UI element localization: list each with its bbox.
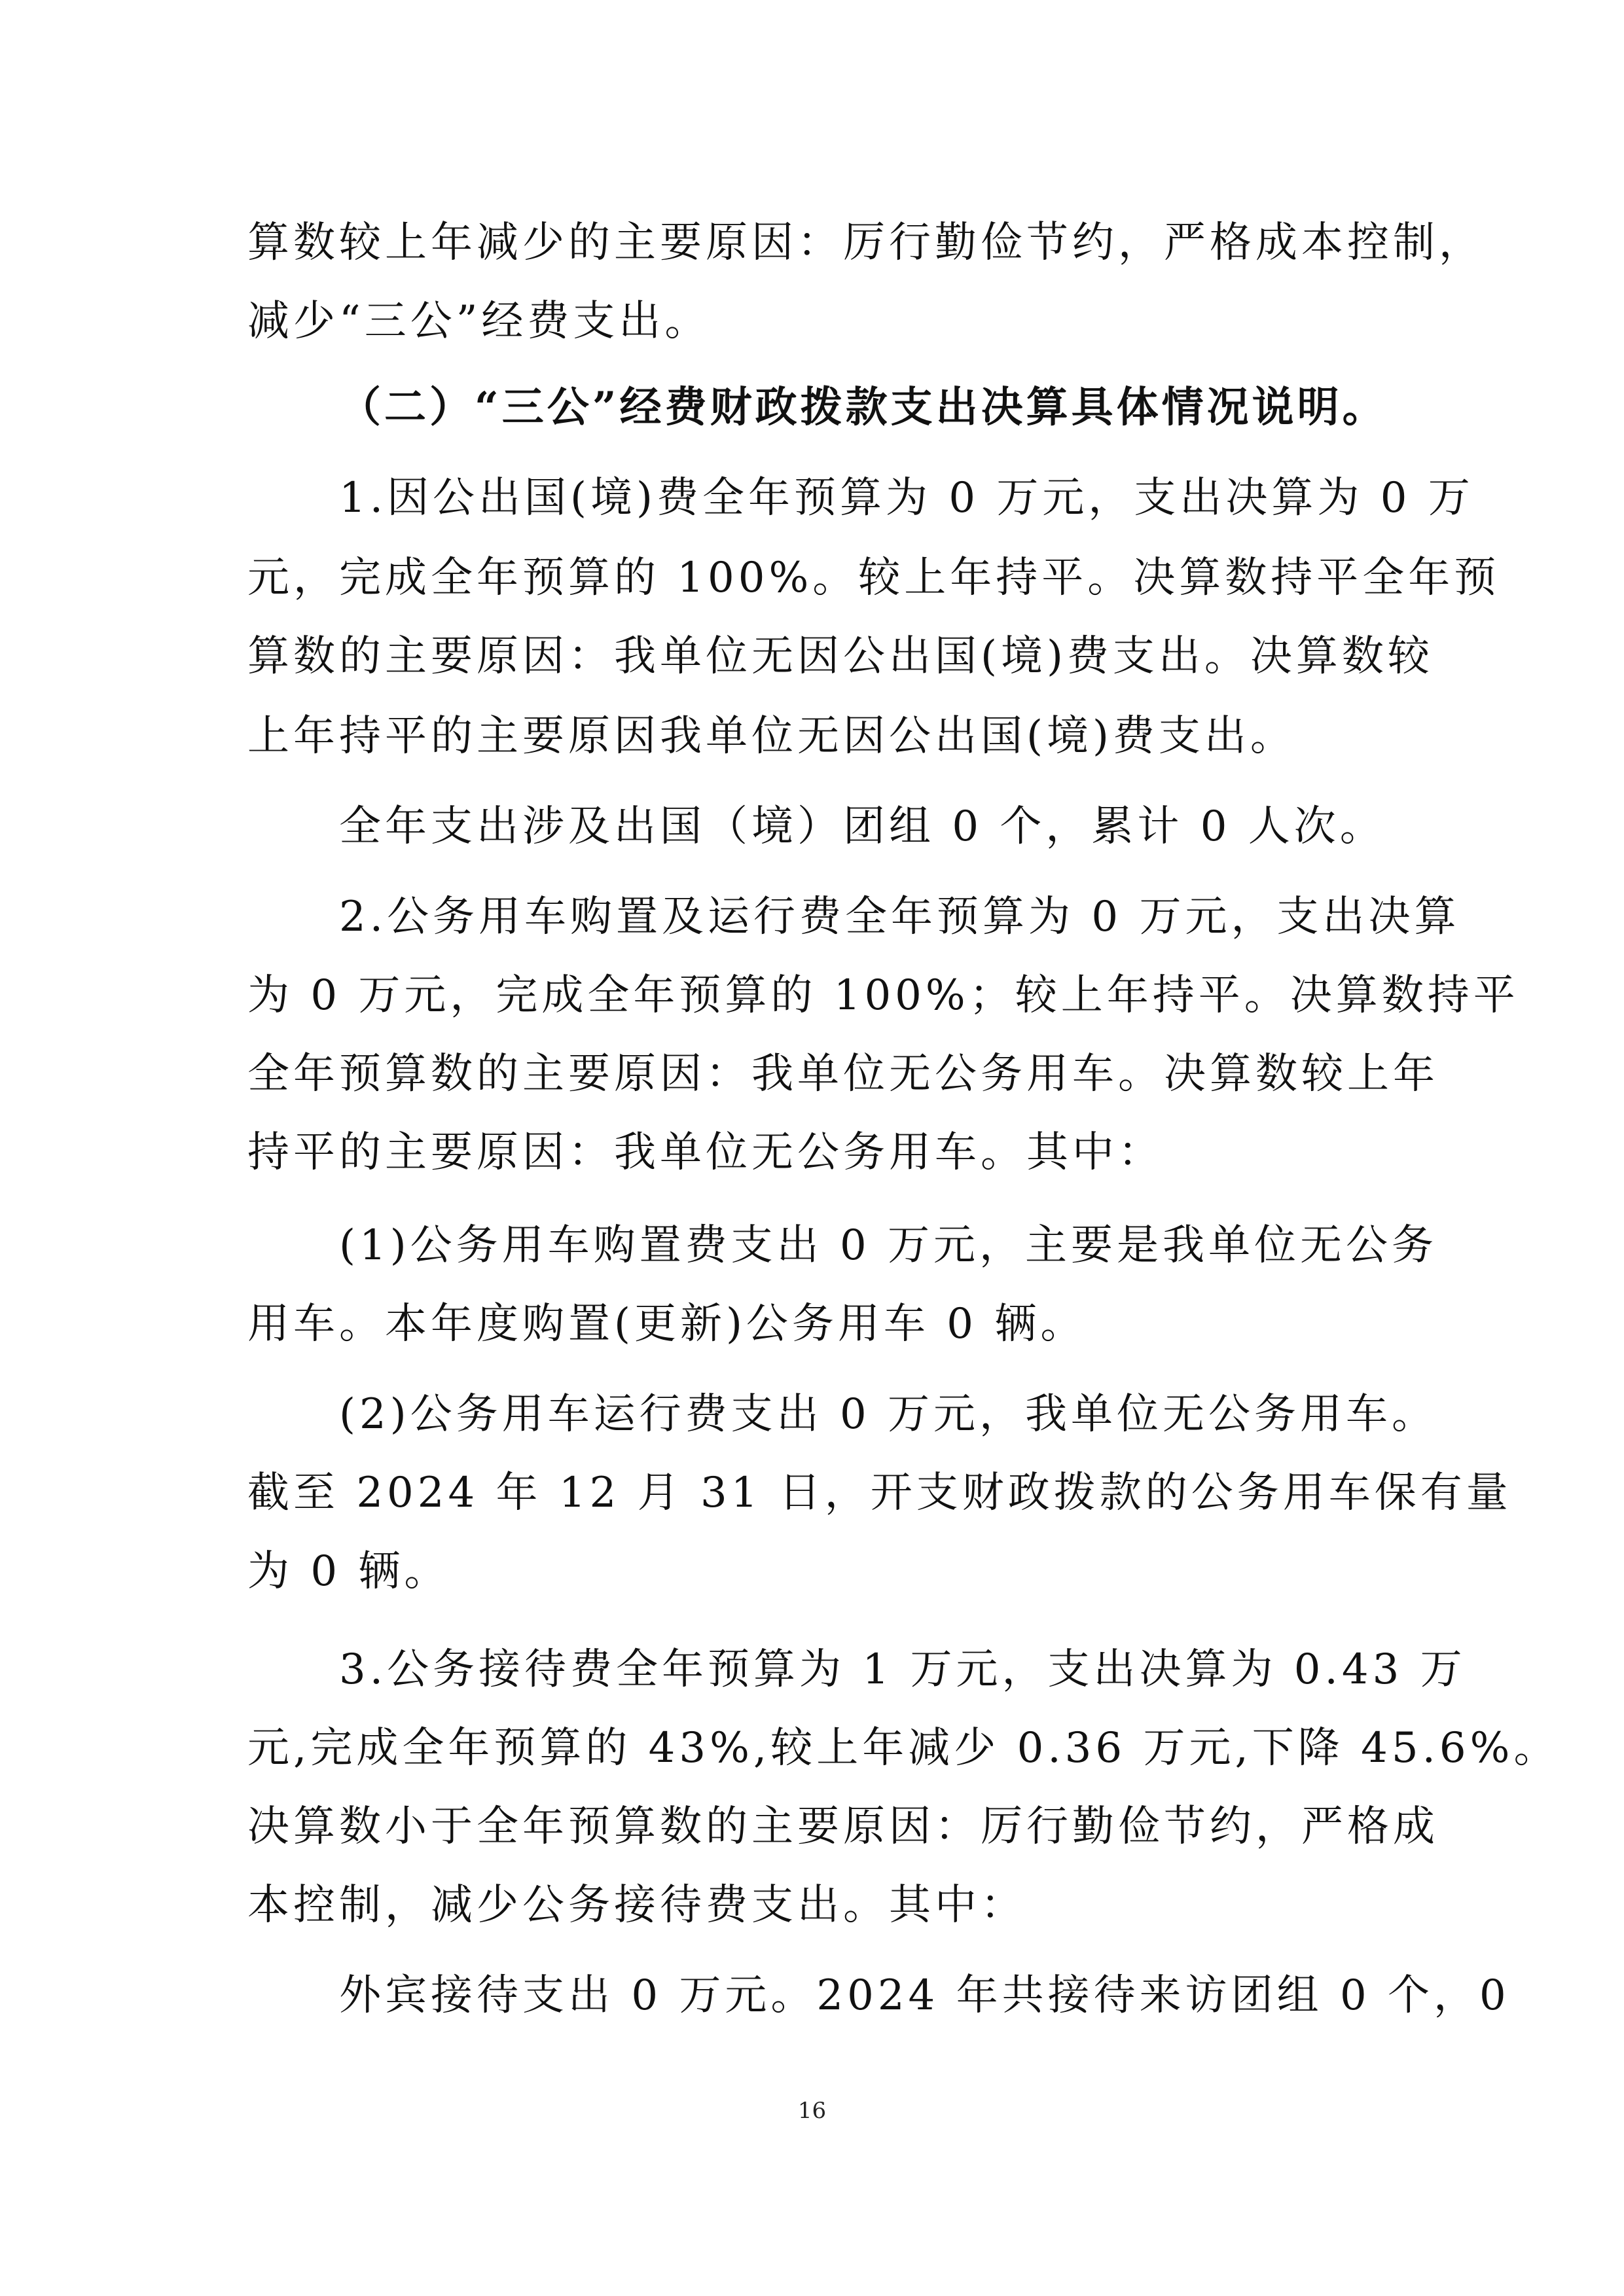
paragraph-line: 1.因公出国(境)费全年预算为 0 万元，支出决算为 0 万 [339, 474, 1474, 522]
paragraph-line: (2)公务用车运行费支出 0 万元，我单位无公务用车。 [339, 1390, 1438, 1439]
page-number: 16 [797, 2098, 827, 2124]
paragraph-line: 元,完成全年预算的 43%,较上年减少 0.36 万元,下降 45.6%。 [247, 1724, 1560, 1772]
paragraph-line: 2.公务用车购置及运行费全年预算为 0 万元，支出决算 [339, 893, 1460, 941]
paragraph-line: 本控制，减少公务接待费支出。其中： [247, 1881, 1026, 1929]
paragraph-line: 算数的主要原因：我单位无因公出国(境)费支出。决算数较 [247, 632, 1434, 681]
paragraph-line: 为 0 辆。 [247, 1547, 450, 1596]
section-heading: （二）“三公”经费财政拨款支出决算具体情况说明。 [339, 383, 1388, 432]
paragraph-line: (1)公务用车购置费支出 0 万元，主要是我单位无公务 [339, 1221, 1438, 1270]
paragraph-line: 全年预算数的主要原因：我单位无公务用车。决算数较上年 [247, 1050, 1439, 1098]
paragraph-line: 元，完成全年预算的 100%。较上年持平。决算数持平全年预 [247, 554, 1500, 602]
paragraph-line: 截至 2024 年 12 月 31 日，开支财政拨款的公务用车保有量 [247, 1469, 1512, 1517]
paragraph-line: 算数较上年减少的主要原因：厉行勤俭节约，严格成本控制， [247, 219, 1485, 267]
paragraph-line: 3.公务接待费全年预算为 1 万元，支出决算为 0.43 万 [339, 1645, 1466, 1694]
paragraph-line: 决算数小于全年预算数的主要原因：厉行勤俭节约，严格成 [247, 1803, 1439, 1851]
paragraph-line: 用车。本年度购置(更新)公务用车 0 辆。 [247, 1300, 1087, 1348]
paragraph-line: 全年支出涉及出国（境）团组 0 个，累计 0 人次。 [339, 802, 1386, 851]
paragraph-line: 持平的主要原因：我单位无公务用车。其中： [247, 1128, 1164, 1177]
paragraph-line: 上年持平的主要原因我单位无因公出国(境)费支出。 [247, 712, 1296, 761]
paragraph-line: 为 0 万元，完成全年预算的 100%；较上年持平。决算数持平 [247, 971, 1519, 1020]
paragraph-line: 减少“三公”经费支出。 [247, 297, 711, 346]
paragraph-line: 外宾接待支出 0 万元。2024 年共接待来访团组 0 个，0 [339, 1971, 1510, 2020]
